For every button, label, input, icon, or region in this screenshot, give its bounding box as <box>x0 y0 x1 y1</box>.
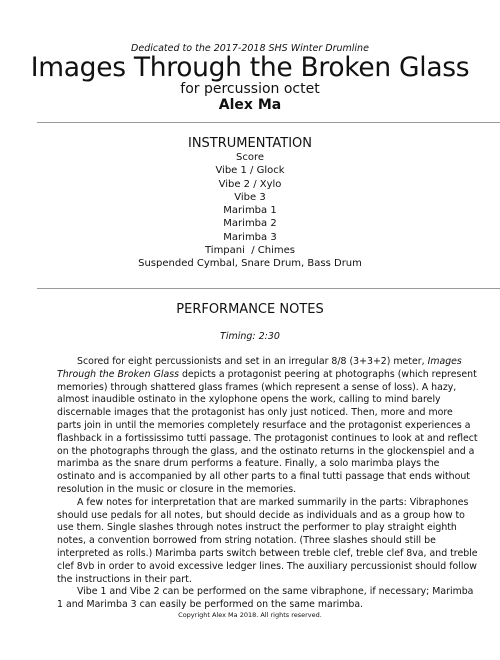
notes-paragraph-1 <box>57 356 478 497</box>
performance-notes-body <box>57 356 478 612</box>
timing-note: Timing: 2:30 <box>220 331 280 342</box>
notes-paragraph-2: A few notes for interpretation that are marked summarily in the parts: Vibraphones should use pedals for all notes, but should decide as individuals and as a group how to use them. Single slashes through notes instruct the performer to play straight eighth notes, a convention borrowed from string notation. (Three slashes should still be interpreted as rolls.) Marimba parts switch between treble clef, treble clef 8va, and treble clef 8vb in order to avoid excessive ledger lines. The auxiliary percussionist should follow the instructions in their part. <box>57 496 478 585</box>
instrument-item: Vibe 1 / Glock <box>215 165 285 177</box>
subtitle: for percussion octet <box>180 81 320 97</box>
instrument-item: Suspended Cymbal, Snare Drum, Bass Drum <box>138 258 362 270</box>
notes-p1-after: depicts a protagonist peering at photographs (which represent memories) through shattered glass frames (which represent a sense of loss). A hazy, almost inaudible ostinato in the xylophone opens the work, calling to mind barely discernable images that the protagonist has only just noticed. Then, more and more parts join in until the memories completely resurface and the protagonist experiences a flashback in a fortississimo tutti passage. The protagonist continues to look at and reflect on the photographs through the glass, and the ostinato returns in the glockenspiel and a marimba as the snare drum performs a feature. Finally, a solo marimba plays the ostinato and is accompanied by all other parts to a final tutti passage that ends without resolution in the music or closure in the memories. <box>57 368 478 495</box>
instrument-item: Score <box>235 152 264 163</box>
instrumentation-list <box>0 151 500 271</box>
page-title: Images Through the Broken Glass <box>30 52 470 83</box>
notes-paragraph-3: Vibe 1 and Vibe 2 can be performed on the same vibraphone, if necessary; Marimba 1 and Marimba 3 can easily be performed on the same marimba. <box>57 586 474 611</box>
performance-notes-heading: PERFORMANCE NOTES <box>176 302 324 317</box>
instrument-item: Vibe 3 <box>234 191 266 203</box>
instrument-item: Marimba 2 <box>223 218 277 230</box>
instrumentation-heading: INSTRUMENTATION <box>187 136 312 151</box>
divider-top <box>37 122 500 123</box>
divider-middle <box>37 288 500 289</box>
copyright-footer: Copyright Alex Ma 2018. All rights reserved. <box>178 611 322 619</box>
instrument-item: Timpani / Chimes <box>204 245 296 257</box>
notes-p1-before: Scored for eight percussionists and set in an irregular 8/8 (3+3+2) meter, <box>77 356 428 367</box>
instrument-item: Marimba 1 <box>223 205 277 217</box>
work-title-italic: Images Through the Broken Glass <box>57 356 462 380</box>
instrument-item: Marimba 3 <box>223 231 277 243</box>
instrument-item: Vibe 2 / Xylo <box>218 178 282 190</box>
dedication: Dedicated to the 2017-2018 SHS Winter Drumline <box>131 43 369 54</box>
composer-name: Alex Ma <box>218 97 282 113</box>
